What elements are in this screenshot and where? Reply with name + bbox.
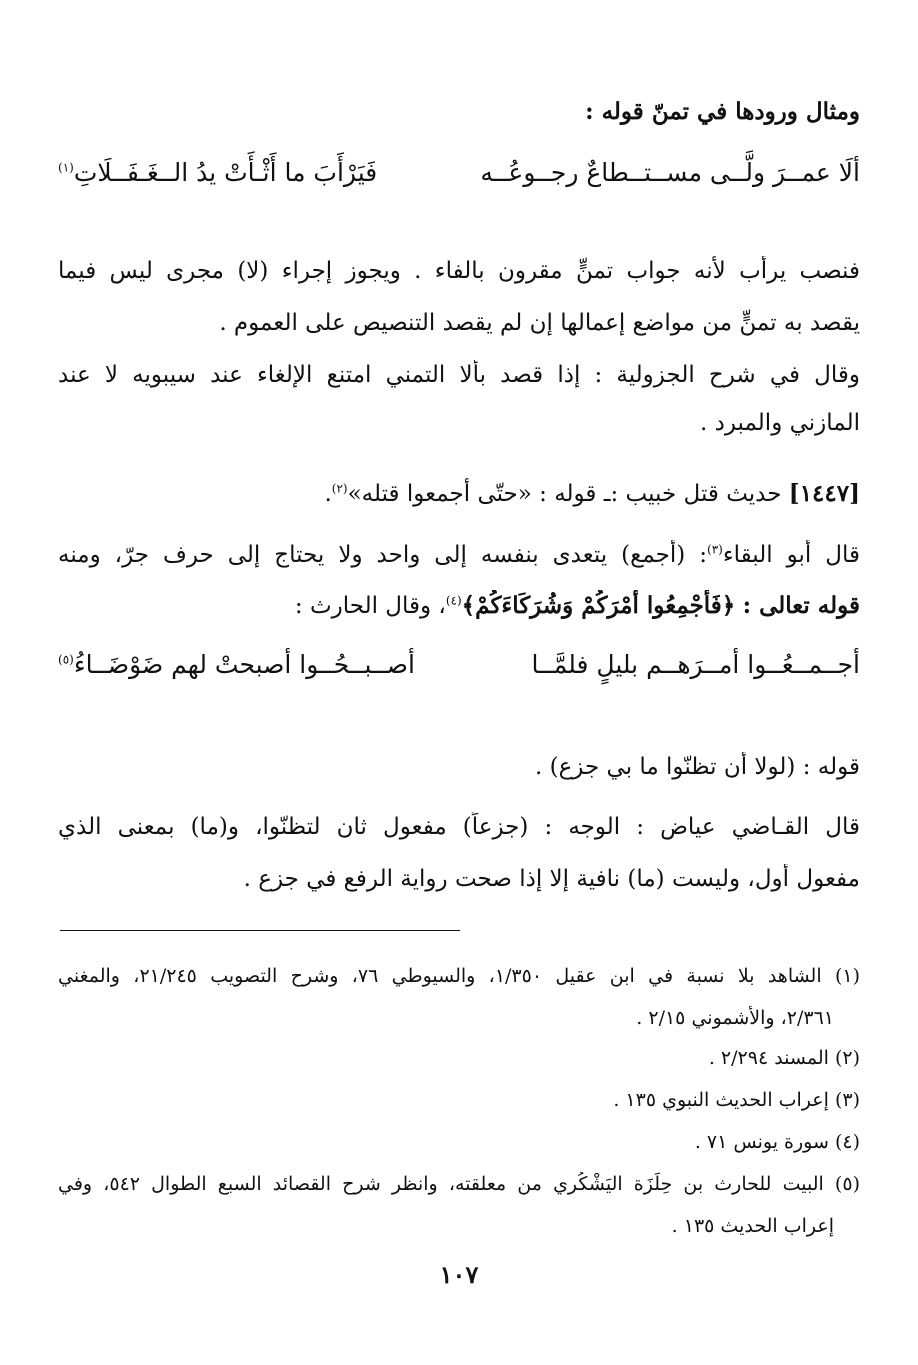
footnote-ref-1: (١) bbox=[58, 160, 74, 175]
footnote-1-line-2: ٢/٣٦١، والأشموني ٢/١٥ . bbox=[636, 1007, 834, 1029]
paragraph-5-line-2: مفعول أول، وليست (ما) نافية إلا إذا صحت رواية الرفع في جزع . bbox=[243, 866, 860, 892]
footnote-4: (٤) سورة يونس ٧١ . bbox=[694, 1131, 860, 1153]
paragraph-3-line-1 bbox=[58, 540, 860, 571]
verse-2-second-hemistich bbox=[58, 650, 415, 679]
paragraph-3-rest: : (أجمع) يتعدى بنفسه إلى واحد ولا يحتاج إلى حرف جرّ، ومنه bbox=[58, 542, 708, 568]
paragraph-3-line-2-prefix: قوله تعالى : bbox=[742, 592, 860, 619]
footnote-ref-2: (٢) bbox=[331, 481, 348, 496]
footnote-5-line-2: إعراب الحديث ١٣٥ . bbox=[671, 1215, 834, 1237]
footnote-ref-5: (٥) bbox=[58, 652, 74, 667]
hadith-text: حديث قتل خبيب :ـ قوله : «حتّى أجمعوا قتله» bbox=[347, 481, 782, 507]
paragraph-4: قوله : (لولا أن تظنّوا ما بي جزع) . bbox=[534, 754, 860, 780]
page-number: ١٠٧ bbox=[439, 1260, 479, 1289]
verse-2-first-hemistich: أجــمــعُــوا أمــرَهــم بليلٍ فلمَّــا bbox=[531, 650, 860, 679]
footnote-ref-4: (٤) bbox=[445, 593, 462, 608]
paragraph-3-line-2-rest: ، وقال الحارث : bbox=[294, 593, 446, 619]
intro-line: ومثال ورودها في تمنّ قوله : bbox=[585, 98, 860, 125]
paragraph-3-line-2 bbox=[58, 590, 860, 622]
paragraph-2-line-2: المازني والمبرد . bbox=[700, 410, 860, 436]
footnote-2: (٢) المسند ٢/٢٩٤ . bbox=[708, 1047, 860, 1069]
verse-1-first-hemistich: ألَا عمــرَ ولَّــى مســتــطاعٌ رجــوعُــه bbox=[480, 158, 860, 187]
paragraph-2-line-1: وقال في شرح الجزولية : إذا قصد بألا التمني امتنع الإلغاء عند سيبويه لا عند bbox=[58, 362, 860, 388]
footnote-1-line-1: (١) الشاهد بلا نسبة في ابن عقيل ١/٣٥٠، والسيوطي ٧٦، وشرح التصويب ٢١/٢٤٥، والمغني bbox=[58, 965, 860, 987]
footnote-ref-3: (٣) bbox=[707, 542, 723, 557]
footnote-3: (٣) إعراب الحديث النبوي ١٣٥ . bbox=[613, 1089, 860, 1111]
verse-1-second-hemistich bbox=[58, 158, 377, 187]
paragraph-1-line-1: فنصب يرأب لأنه جواب تمنٍّ مقرون بالفاء . ويجوز إجراء (لا) مجرى ليس فيما bbox=[58, 258, 860, 284]
hadith-heading bbox=[58, 478, 860, 510]
footnote-5-line-1: (٥) البيت للحارث بن حِلِّزَة اليَشْكُري من معلقته، وانظر شرح القصائد السبع الطوال ٥٤٢، وفي bbox=[58, 1173, 860, 1195]
paragraph-3-prefix: قال أبو البقاء bbox=[722, 542, 860, 568]
verse-2-second-text: أصــبــحُــوا أصبحتْ لهم ضَوْضَــاءُ bbox=[73, 650, 415, 679]
footnote-separator bbox=[60, 930, 460, 931]
paragraph-5-line-1: قال القـاضي عياض : الوجه : (جزعاً) مفعول ثان لتظنّوا، و(ما) بمعنى الذي bbox=[58, 814, 860, 840]
verse-1-second-text: فَيَرْأَبَ ما أَثْـأَتْ يدُ الــغَـفَــلَاتِ bbox=[73, 158, 378, 187]
quran-quote: ﴿فَأَجْمِعُوا أَمْرَكُمْ وَشُرَكَاءَكُمْ﴾ bbox=[461, 592, 736, 619]
hadith-number: [١٤٤٧] bbox=[788, 480, 860, 507]
hadith-tail: . bbox=[324, 481, 332, 507]
paragraph-1-line-2: يقصد به تمنٍّ من مواضع إعمالها إن لم يقصد التنصيص على العموم . bbox=[219, 310, 860, 336]
